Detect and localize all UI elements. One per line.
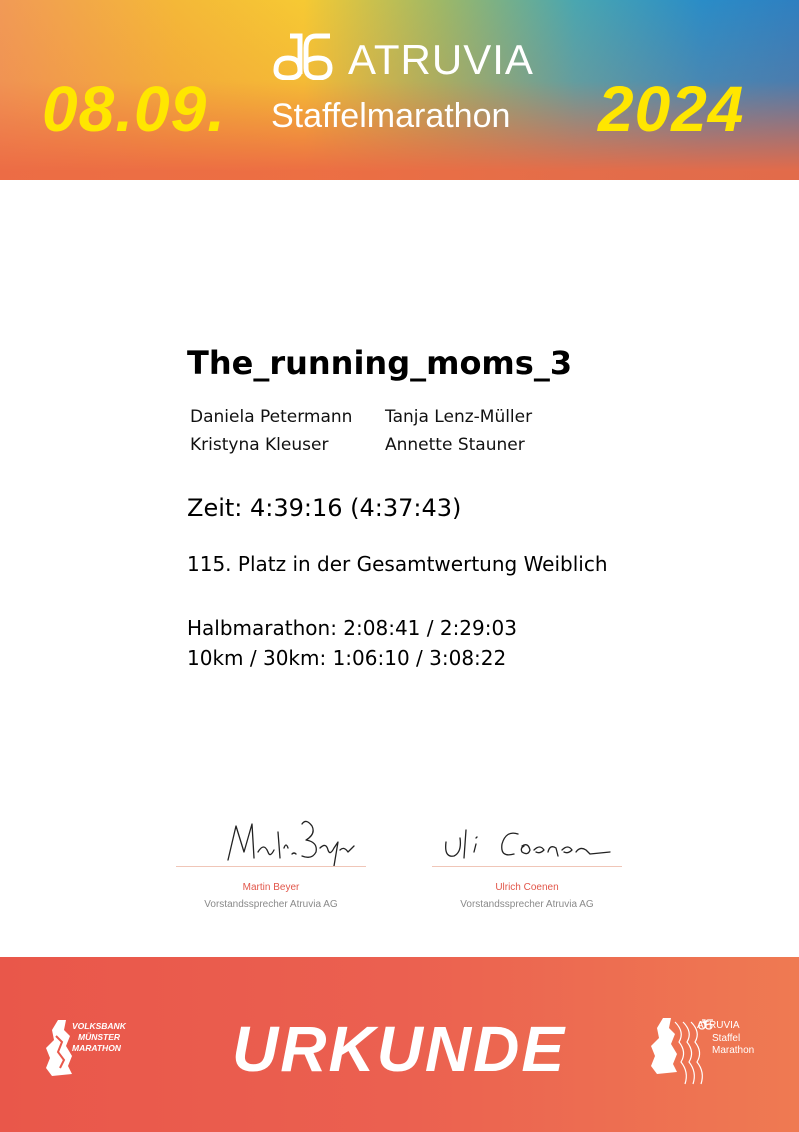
header-banner — [0, 0, 799, 180]
signatory-role: Vorstandssprecher Atruvia AG — [460, 899, 594, 910]
signature-ulrich-coenen — [440, 812, 630, 872]
event-year: 2024 — [598, 73, 745, 145]
signatory-name: Ulrich Coenen — [495, 882, 559, 893]
staffel-marathon-logo-text: Staffel Marathon — [712, 1033, 755, 1056]
split-times: 10km / 30km: 1:06:10 / 3:08:22 — [187, 646, 507, 670]
brand-name: ATRUVIA — [348, 36, 534, 83]
team-name: The_running_moms_3 — [187, 344, 573, 382]
signature-line — [176, 866, 366, 867]
atruvia-logo-text: ATRUVIA — [697, 1020, 740, 1031]
event-date: 08.09. — [42, 73, 226, 145]
finish-time: Zeit: 4:39:16 (4:37:43) — [187, 494, 462, 522]
team-member: Annette Stauner — [385, 435, 525, 455]
half-marathon-times: Halbmarathon: 2:08:41 / 2:29:03 — [187, 616, 517, 640]
event-name: Staffelmarathon — [271, 97, 511, 135]
signatory-name: Martin Beyer — [242, 882, 300, 893]
signature-line — [432, 866, 622, 867]
signatory-role: Vorstandssprecher Atruvia AG — [204, 899, 338, 910]
signature-martin-beyer — [222, 812, 412, 872]
placement: 115. Platz in der Gesamtwertung Weiblich — [187, 552, 608, 576]
atruvia-logo — [272, 30, 572, 83]
team-member: Tanja Lenz-Müller — [385, 407, 533, 427]
team-member: Kristyna Kleuser — [190, 435, 329, 455]
certificate-title: URKUNDE — [232, 1013, 566, 1085]
volksbank-logo-text: VOLKSBANK MÜNSTER MARATHON — [72, 1021, 126, 1053]
team-member: Daniela Petermann — [190, 407, 353, 427]
atruvia-mark-icon — [272, 30, 334, 80]
